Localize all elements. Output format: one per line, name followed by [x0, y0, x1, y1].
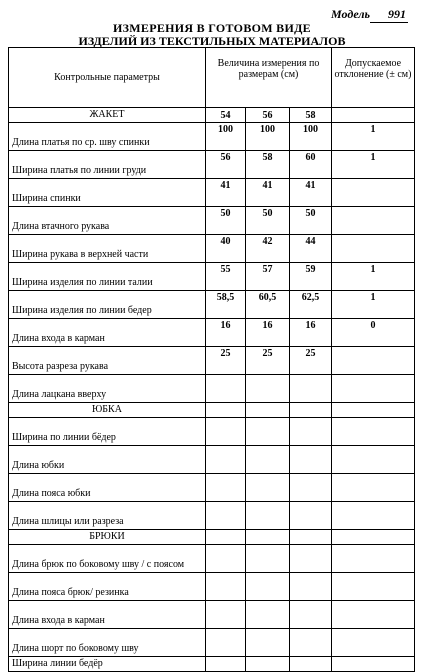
value-cell — [290, 418, 332, 446]
table-row — [9, 657, 415, 672]
param-label: Ширина по линии бёдер — [9, 418, 206, 446]
value-cell — [290, 474, 332, 502]
table-row — [9, 545, 415, 573]
document-title-line1: ИЗМЕРЕНИЯ В ГОТОВОМ ВИДЕ — [113, 21, 311, 35]
model-number: 991 — [370, 7, 408, 23]
value-cell — [206, 446, 246, 474]
tolerance-cell: 1 — [332, 291, 415, 319]
tolerance-cell: 1 — [332, 123, 415, 151]
param-label: Ширина рукава в верхней части — [9, 235, 206, 263]
tolerance-cell — [332, 179, 415, 207]
table-row — [9, 123, 415, 151]
param-label: Длина брюк по боковому шву / с поясом — [9, 545, 206, 573]
table-row — [9, 263, 415, 291]
empty-cell — [290, 403, 332, 418]
empty-cell — [206, 403, 246, 418]
value-cell: 100 — [290, 123, 332, 151]
value-cell: 58 — [246, 151, 290, 179]
table-row — [9, 347, 415, 375]
value-cell — [206, 418, 246, 446]
tolerance-cell — [332, 207, 415, 235]
table-header-row — [9, 48, 415, 108]
value-cell: 100 — [246, 123, 290, 151]
value-cell: 41 — [206, 179, 246, 207]
value-cell: 56 — [206, 151, 246, 179]
value-cell — [290, 601, 332, 629]
empty-cell — [332, 108, 415, 123]
table-row — [9, 207, 415, 235]
table-row — [9, 375, 415, 403]
value-cell — [206, 573, 246, 601]
table-row — [9, 319, 415, 347]
size-cell: 56 — [246, 108, 290, 123]
value-cell: 50 — [206, 207, 246, 235]
tolerance-cell — [332, 573, 415, 601]
value-cell: 25 — [246, 347, 290, 375]
table-row — [9, 235, 415, 263]
value-cell — [290, 573, 332, 601]
tolerance-cell — [332, 446, 415, 474]
tolerance-cell: 1 — [332, 151, 415, 179]
value-cell: 42 — [246, 235, 290, 263]
param-label: Длина пояса брюк/ резинка — [9, 573, 206, 601]
tolerance-cell — [332, 502, 415, 530]
empty-cell — [332, 657, 415, 672]
value-cell — [206, 474, 246, 502]
value-cell — [246, 629, 290, 657]
param-label: Ширина изделия по линии бедер — [9, 291, 206, 319]
table-row — [9, 474, 415, 502]
param-label: Ширина спинки — [9, 179, 206, 207]
section-row-trousers — [9, 530, 415, 545]
tolerance-cell — [332, 601, 415, 629]
empty-cell — [206, 530, 246, 545]
value-cell — [246, 474, 290, 502]
table-row — [9, 418, 415, 446]
document-title-line2: ИЗДЕЛИЙ ИЗ ТЕКСТИЛЬНЫХ МАТЕРИАЛОВ — [78, 34, 346, 48]
table-row — [9, 601, 415, 629]
value-cell: 41 — [290, 179, 332, 207]
value-cell: 25 — [206, 347, 246, 375]
tolerance-cell — [332, 375, 415, 403]
param-label: Длина платья по ср. шву спинки — [9, 123, 206, 151]
param-label: Длина лацкана вверху — [9, 375, 206, 403]
value-cell — [290, 629, 332, 657]
measurements-table — [8, 47, 415, 672]
value-cell: 16 — [246, 319, 290, 347]
tolerance-cell — [332, 545, 415, 573]
value-cell — [290, 375, 332, 403]
empty-cell — [206, 657, 246, 672]
tolerance-cell — [332, 418, 415, 446]
value-cell: 60,5 — [246, 291, 290, 319]
tolerance-cell: 0 — [332, 319, 415, 347]
value-cell: 50 — [290, 207, 332, 235]
value-cell: 41 — [246, 179, 290, 207]
value-cell — [290, 446, 332, 474]
table-row — [9, 502, 415, 530]
table-row — [9, 446, 415, 474]
value-cell: 16 — [206, 319, 246, 347]
header-tolerance: Допускаемое отклонение (± см) — [332, 48, 415, 108]
value-cell: 57 — [246, 263, 290, 291]
empty-cell — [246, 530, 290, 545]
value-cell — [246, 545, 290, 573]
param-label: Ширина платья по линии груди — [9, 151, 206, 179]
empty-cell — [332, 530, 415, 545]
value-cell — [206, 601, 246, 629]
value-cell — [206, 545, 246, 573]
tolerance-cell — [332, 474, 415, 502]
value-cell — [246, 446, 290, 474]
table-row — [9, 151, 415, 179]
size-cell: 58 — [290, 108, 332, 123]
param-label: Ширина линии бедёр — [9, 657, 206, 672]
value-cell: 58,5 — [206, 291, 246, 319]
section-title-skirt: ЮБКА — [9, 403, 206, 418]
table-row — [9, 179, 415, 207]
table-row — [9, 573, 415, 601]
param-label: Длина шорт по боковому шву — [9, 629, 206, 657]
tolerance-cell — [332, 629, 415, 657]
value-cell: 44 — [290, 235, 332, 263]
section-title-trousers: БРЮКИ — [9, 530, 206, 545]
tolerance-cell — [332, 347, 415, 375]
value-cell: 50 — [246, 207, 290, 235]
model-label: Модель 991 — [331, 7, 406, 21]
empty-cell — [290, 530, 332, 545]
value-cell — [246, 601, 290, 629]
param-label: Длина втачного рукава — [9, 207, 206, 235]
table-row — [9, 291, 415, 319]
value-cell: 55 — [206, 263, 246, 291]
tolerance-cell: 1 — [332, 263, 415, 291]
size-cell: 54 — [206, 108, 246, 123]
param-label: Ширина изделия по линии талии — [9, 263, 206, 291]
value-cell — [246, 573, 290, 601]
tolerance-cell — [332, 235, 415, 263]
value-cell: 60 — [290, 151, 332, 179]
param-label: Длина шлицы или разреза — [9, 502, 206, 530]
header-sizes: Величина измерения по размерам (см) — [206, 48, 332, 108]
param-label: Длина входа в карман — [9, 319, 206, 347]
section-title-jacket: ЖАКЕТ — [9, 108, 206, 123]
value-cell: 59 — [290, 263, 332, 291]
param-label: Длина юбки — [9, 446, 206, 474]
value-cell: 40 — [206, 235, 246, 263]
value-cell — [206, 375, 246, 403]
empty-cell — [246, 403, 290, 418]
value-cell — [290, 545, 332, 573]
param-label: Длина пояса юбки — [9, 474, 206, 502]
value-cell — [206, 629, 246, 657]
value-cell: 62,5 — [290, 291, 332, 319]
param-label: Длина входа в карман — [9, 601, 206, 629]
value-cell — [246, 375, 290, 403]
value-cell: 25 — [290, 347, 332, 375]
empty-cell — [332, 403, 415, 418]
value-cell — [206, 502, 246, 530]
section-row-skirt — [9, 403, 415, 418]
value-cell — [246, 502, 290, 530]
table-row — [9, 629, 415, 657]
empty-cell — [246, 657, 290, 672]
section-row-jacket — [9, 108, 415, 123]
empty-cell — [290, 657, 332, 672]
value-cell: 16 — [290, 319, 332, 347]
header-params: Контрольные параметры — [9, 48, 206, 108]
value-cell — [290, 502, 332, 530]
value-cell: 100 — [206, 123, 246, 151]
value-cell — [246, 418, 290, 446]
param-label: Высота разреза рукава — [9, 347, 206, 375]
